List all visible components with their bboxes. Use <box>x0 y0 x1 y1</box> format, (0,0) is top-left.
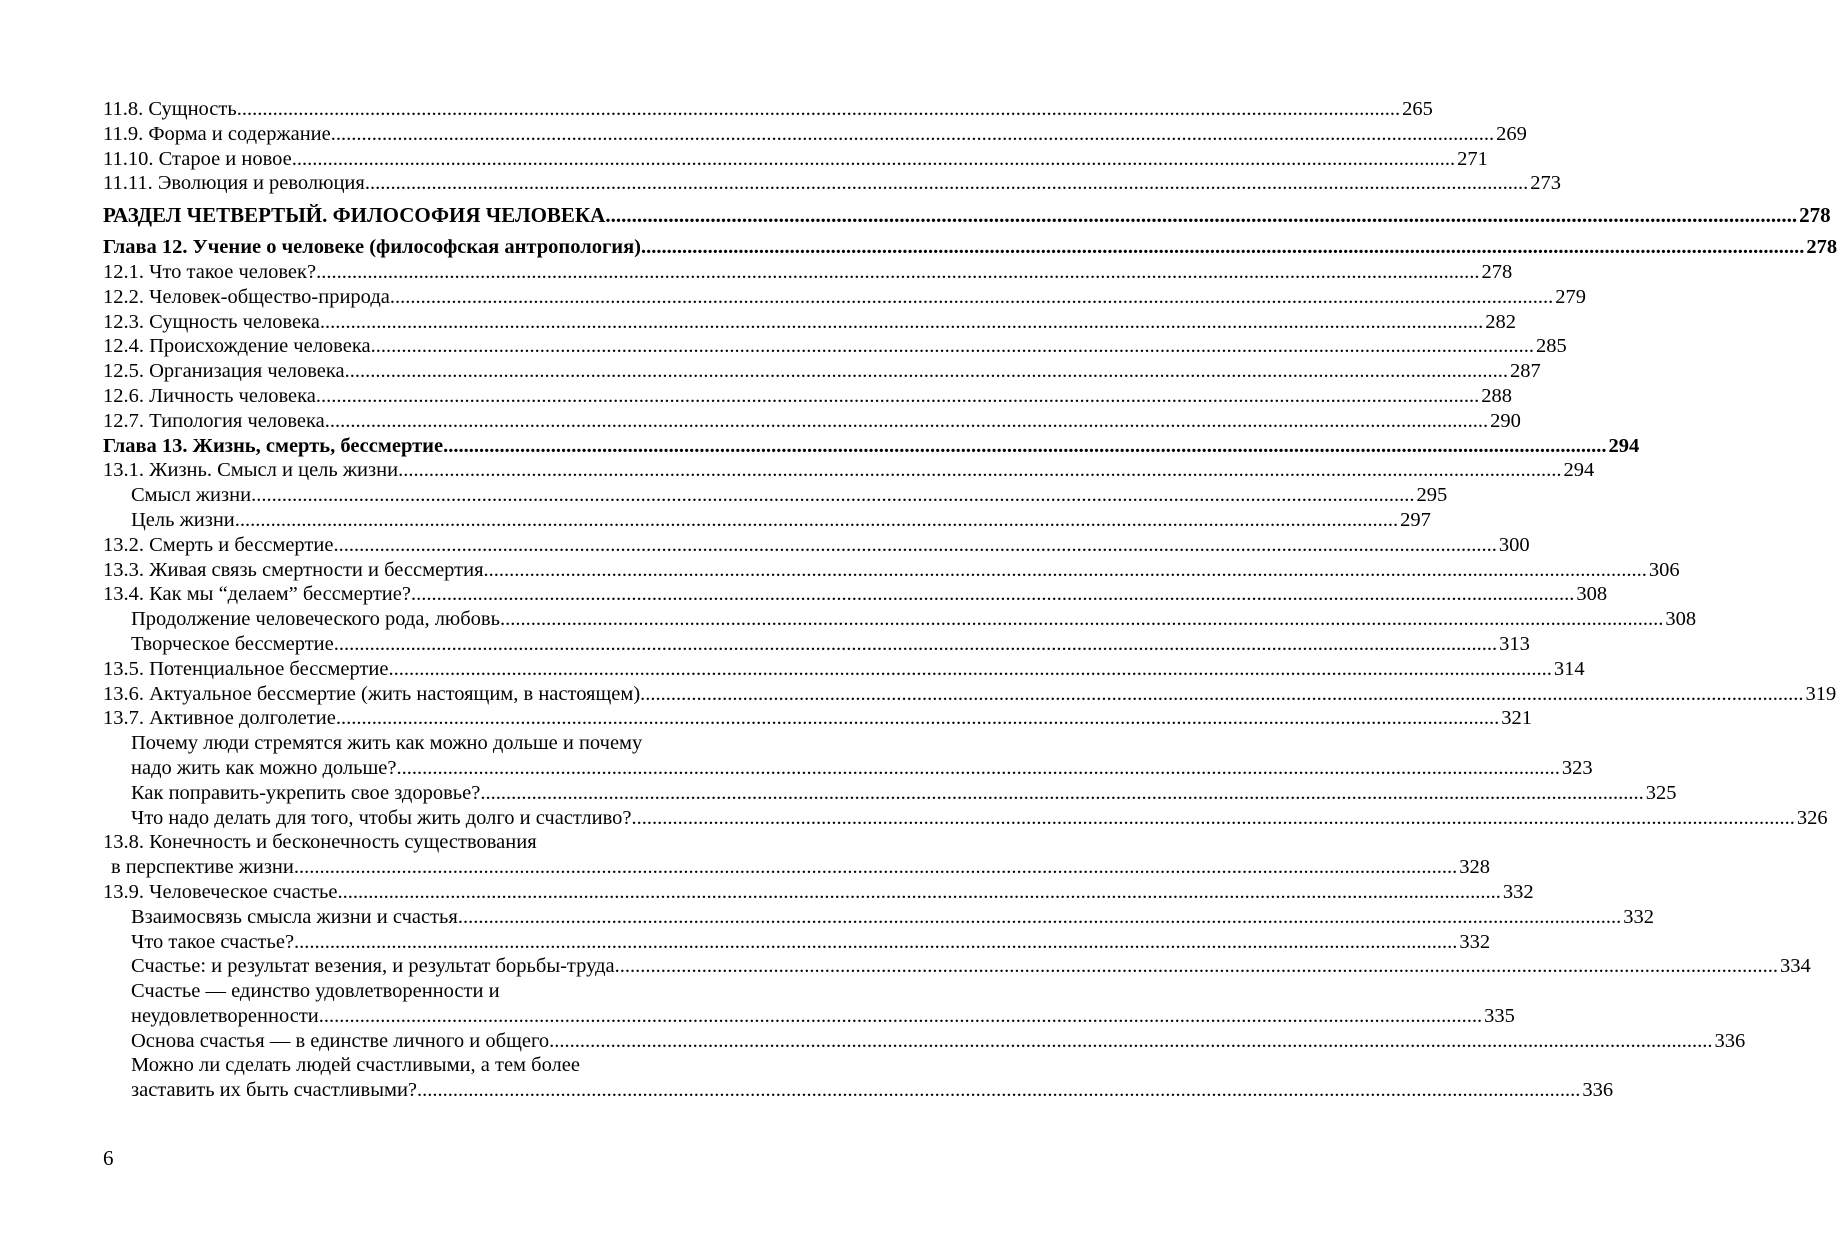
toc-entry-title: 12.6. Личность человека <box>103 384 316 407</box>
toc-entry-page: 271 <box>1457 147 1488 170</box>
toc-entry-title: 11.8. Сущность <box>103 98 237 120</box>
toc-entry-page: 287 <box>1510 360 1541 383</box>
toc-subentry <box>103 930 1491 955</box>
leader-dots <box>292 147 1455 172</box>
leader-dots <box>320 310 1483 335</box>
toc-entry-page: 295 <box>1416 484 1448 507</box>
toc-subentry <box>103 483 1448 508</box>
leader-dots <box>640 682 1803 707</box>
toc-entry-title: 11.10. Старое и новое <box>103 147 292 170</box>
leader-dots <box>549 1029 1712 1054</box>
toc-entry <box>103 880 1534 905</box>
toc-entry-page: 290 <box>1490 409 1521 432</box>
leader-dots <box>316 384 1479 409</box>
leader-dots <box>365 171 1528 196</box>
toc-entry-page: 308 <box>1665 608 1697 631</box>
toc-entry-title: 13.4. Как мы “делаем” бессмертие? <box>103 583 411 606</box>
toc-subentry-line1: Почему люди стремятся жить как можно дольше и почему <box>131 732 643 755</box>
leader-dots <box>316 260 1479 285</box>
leader-dots <box>294 855 1457 880</box>
toc-subentry <box>103 1029 1746 1054</box>
page-number: 6 <box>103 1146 114 1170</box>
toc-entry-line1: 13.8. Конечность и бесконечность существования <box>103 831 537 854</box>
toc-entry <box>103 122 1527 147</box>
toc-subentry <box>103 1078 1614 1103</box>
leader-dots <box>458 905 1621 930</box>
toc-subentry-line1: Счастье — единство удовлетворенности и <box>131 980 500 1003</box>
toc-subentry <box>103 1004 1515 1029</box>
toc-subentry <box>103 632 1530 657</box>
toc-entry-title: 13.7. Активное долголетие <box>103 707 336 730</box>
leader-dots <box>390 285 1553 310</box>
leader-dots <box>333 533 1496 558</box>
toc-entry-page: 297 <box>1400 508 1431 531</box>
toc-entry-page: 313 <box>1499 632 1530 655</box>
leader-dots <box>319 1004 1482 1029</box>
leader-dots <box>631 806 1794 831</box>
toc-entry-title: Творческое бессмертие <box>131 632 334 655</box>
toc-entry-page: 335 <box>1484 1004 1515 1027</box>
toc-subentry-line1: Можно ли сделать людей счастливыми, а тем более <box>131 1054 580 1077</box>
leader-dots <box>336 706 1499 731</box>
toc-entry-page: 328 <box>1459 856 1490 879</box>
toc-entry-title: 12.7. Типология человека <box>103 409 325 432</box>
leader-dots <box>641 235 1804 260</box>
toc-entry <box>103 285 1586 310</box>
toc-entry-title: Смысл жизни <box>131 484 252 507</box>
toc-entry <box>103 260 1513 285</box>
toc-chapter-heading <box>103 235 1837 260</box>
leader-dots <box>294 930 1457 955</box>
toc-entry-title: Основа счастья — в единстве личного и общего <box>131 1029 550 1052</box>
toc-entry-title: 12.4. Происхождение человека <box>103 335 371 358</box>
toc-entry-title: 13.9. Человеческое счастье <box>103 880 338 903</box>
toc-entry-page: 325 <box>1645 781 1677 804</box>
toc-entry-page: 308 <box>1576 583 1608 606</box>
toc-entry <box>103 582 1608 607</box>
toc-subentry <box>103 607 1697 632</box>
toc-entry-title: Глава 12. Учение о человеке (философская антропология) <box>103 236 641 259</box>
leader-dots <box>443 434 1606 459</box>
toc-entry <box>103 533 1530 558</box>
toc-chapter-heading <box>103 434 1640 459</box>
leader-dots <box>388 657 1551 682</box>
toc-entry-page: 332 <box>1623 905 1654 928</box>
toc-entry-page: 314 <box>1553 657 1585 680</box>
toc-entry <box>103 97 1433 122</box>
toc-entry-page: 294 <box>1563 459 1595 482</box>
toc-entry-page: 332 <box>1502 880 1534 903</box>
toc-entry-title: 11.11. Эволюция и революция <box>103 172 365 195</box>
toc-entry-title: Что надо делать для того, чтобы жить долго и счастливо? <box>131 806 632 829</box>
toc-entry <box>103 706 1532 731</box>
leader-dots <box>605 199 1797 232</box>
toc-entry-title: 13.6. Актуальное бессмертие (жить настоящим, в настоящем) <box>103 682 641 705</box>
toc-entry-page: 273 <box>1530 172 1561 195</box>
toc-entry-page: 285 <box>1535 335 1567 358</box>
leader-dots <box>325 409 1488 434</box>
toc-subentry <box>103 756 1593 781</box>
leader-dots <box>235 508 1398 533</box>
toc-entry-page: 323 <box>1561 756 1593 779</box>
leader-dots <box>411 582 1574 607</box>
toc-subentry <box>103 806 1828 831</box>
toc-entry <box>103 558 1680 583</box>
toc-entry-page: 278 <box>1481 260 1513 283</box>
toc-entry-title: в перспективе жизни <box>111 856 294 879</box>
toc-entry-page: 319 <box>1805 682 1837 705</box>
toc-entry-page: 265 <box>1402 98 1433 120</box>
toc-entry-title: 11.9. Форма и содержание <box>103 122 331 145</box>
toc-entry-title: 12.5. Организация человека <box>103 360 345 383</box>
toc-entry-title: Как поправить-укрепить свое здоровье? <box>131 781 481 804</box>
leader-dots <box>331 122 1494 147</box>
toc-entry-page: 282 <box>1485 310 1517 333</box>
toc-entry-title: надо жить как можно дольше? <box>131 756 397 779</box>
toc-subentry <box>103 954 1811 979</box>
toc-entry-page: 300 <box>1498 533 1530 556</box>
leader-dots <box>484 558 1647 583</box>
toc-entry-title: 12.1. Что такое человек? <box>103 260 317 283</box>
leader-dots <box>500 607 1663 632</box>
toc-entry-title: 13.3. Живая связь смертности и бессмертия <box>103 558 484 581</box>
toc-entry-page: 279 <box>1555 285 1586 308</box>
toc-entry-page: 332 <box>1459 930 1491 953</box>
leader-dots <box>398 458 1561 483</box>
leader-dots <box>396 756 1559 781</box>
toc-entry <box>103 334 1567 359</box>
leader-dots <box>615 954 1778 979</box>
toc-entry-title: 12.2. Человек-общество-природа <box>103 285 390 308</box>
toc-entry-page: 336 <box>1582 1079 1614 1102</box>
toc-entry-title: 13.1. Жизнь. Смысл и цель жизни <box>103 459 399 482</box>
toc-entry-page: 334 <box>1779 955 1811 978</box>
toc-entry-title: неудовлетворенности <box>131 1004 319 1027</box>
toc-entry-title: Цель жизни <box>131 508 235 531</box>
leader-dots <box>251 483 1414 508</box>
toc-entry-title: 13.2. Смерть и бессмертие <box>103 533 334 556</box>
toc-entry <box>103 171 1561 196</box>
leader-dots <box>417 1078 1580 1103</box>
toc-entry <box>103 682 1837 707</box>
toc-entry-title: Глава 13. Жизнь, смерть, бессмертие <box>103 434 444 457</box>
leader-dots <box>237 97 1400 122</box>
toc-entry <box>103 147 1488 172</box>
toc-entry <box>103 384 1512 409</box>
leader-dots <box>480 781 1643 806</box>
toc-entry <box>103 409 1521 434</box>
toc-entry-page: 269 <box>1496 122 1527 145</box>
leader-dots <box>334 632 1497 657</box>
toc-entry-title: 12.3. Сущность человека <box>103 310 320 333</box>
toc-entry-title: РАЗДЕЛ ЧЕТВЕРТЫЙ. ФИЛОСОФИЯ ЧЕЛОВЕКА <box>103 203 606 228</box>
toc-entry <box>103 657 1585 682</box>
toc-entry-page: 321 <box>1501 707 1532 730</box>
toc-entry-page: 326 <box>1796 806 1828 829</box>
toc-entry <box>103 458 1595 483</box>
leader-dots <box>345 359 1508 384</box>
toc-entry-page: 288 <box>1481 384 1512 407</box>
toc-entry-title: Счастье: и результат везения, и результат борьбы-труда <box>131 955 615 978</box>
toc-entry-page: 278 <box>1799 203 1831 228</box>
table-of-contents <box>103 97 1837 1103</box>
toc-subentry <box>103 905 1654 930</box>
leader-dots <box>337 880 1500 905</box>
toc-entry-page: 336 <box>1714 1029 1746 1052</box>
toc-entry <box>103 359 1541 384</box>
toc-entry-title: 13.5. Потенциальное бессмертие <box>103 657 389 680</box>
toc-subentry <box>103 781 1677 806</box>
toc-entry-title: Продолжение человеческого рода, любовь <box>131 608 500 631</box>
toc-entry-page: 294 <box>1608 434 1640 457</box>
toc-entry-title: заставить их быть счастливыми? <box>131 1079 418 1102</box>
toc-entry <box>103 855 1490 880</box>
toc-subentry <box>103 508 1431 533</box>
leader-dots <box>371 334 1534 359</box>
toc-entry-page: 306 <box>1648 558 1680 581</box>
toc-entry-page: 278 <box>1806 236 1837 259</box>
toc-entry-title: Что такое счастье? <box>131 930 295 953</box>
toc-entry-title: Взаимосвязь смысла жизни и счастья <box>131 905 458 928</box>
toc-entry <box>103 310 1517 335</box>
toc-section-heading <box>103 199 1831 232</box>
